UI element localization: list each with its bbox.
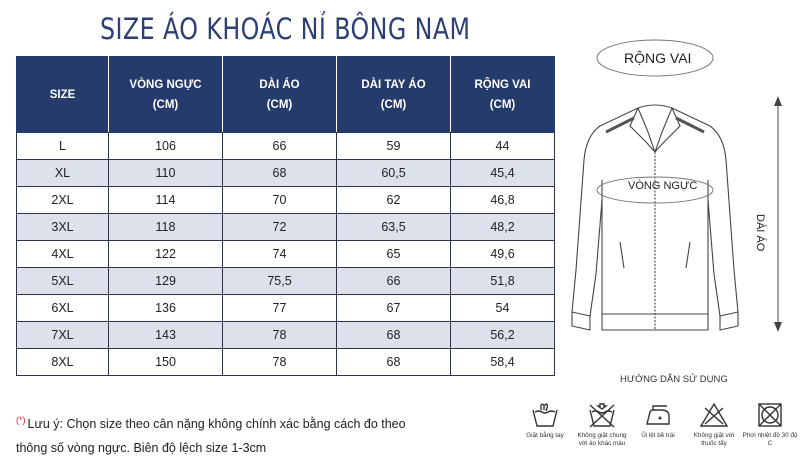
table-row [17, 295, 555, 322]
care-hand-wash [517, 402, 573, 440]
cell-shoulder: 51,8 [451, 268, 555, 295]
cell-shoulder: 48,2 [451, 214, 555, 241]
cell-length: 70 [223, 187, 337, 214]
table-row [17, 214, 555, 241]
cell-chest: 106 [109, 133, 223, 160]
cell-chest: 129 [109, 268, 223, 295]
cell-shoulder: 45,4 [451, 160, 555, 187]
jacket-illustration [560, 30, 800, 390]
table-row [17, 349, 555, 376]
cell-chest: 143 [109, 322, 223, 349]
cell-size: 4XL [17, 241, 109, 268]
cell-shoulder: 44 [451, 133, 555, 160]
cell-sleeve: 68 [337, 349, 451, 376]
cell-length: 72 [223, 214, 337, 241]
header-sleeve: DÀI TAY ÁO (CM) [337, 57, 451, 133]
care-dry-heat [742, 402, 798, 448]
cell-size: 8XL [17, 349, 109, 376]
cell-sleeve: 63,5 [337, 214, 451, 241]
table-row [17, 133, 555, 160]
cell-shoulder: 56,2 [451, 322, 555, 349]
cell-length: 78 [223, 322, 337, 349]
note-line-2: thông số vòng ngực. Biên độ lệch size 1-3cm [16, 441, 267, 456]
cell-size: 3XL [17, 214, 109, 241]
cell-sleeve: 67 [337, 295, 451, 322]
shoulder-label: RỘNG VAI [624, 50, 692, 66]
cell-sleeve: 68 [337, 322, 451, 349]
table-row [17, 322, 555, 349]
cell-sleeve: 66 [337, 268, 451, 295]
note-line-1: Lưu ý: Chọn size theo cân nặng không chính xác bằng cách đo theo [27, 417, 406, 432]
no-bleach-icon [699, 402, 729, 428]
cell-size: 7XL [17, 322, 109, 349]
chest-label: VÒNG NGỰC [628, 180, 698, 192]
header-shoulder: RỘNG VAI (CM) [451, 57, 555, 133]
no-mixed-wash-icon [587, 402, 617, 428]
cell-size: 5XL [17, 268, 109, 295]
care-label: Không giặt chung với áo khác màu [577, 432, 627, 447]
care-iron-reverse [630, 402, 686, 440]
iron-reverse-icon [643, 402, 673, 428]
table-row [17, 160, 555, 187]
cell-sleeve: 59 [337, 133, 451, 160]
care-label: Phơi nhiệt độ 30 độ C [742, 432, 798, 447]
cell-size: 6XL [17, 295, 109, 322]
care-label: Không giặt với thuốc tẩy [693, 432, 735, 447]
cell-length: 77 [223, 295, 337, 322]
size-note [16, 408, 486, 460]
care-no-mixed-wash [574, 402, 630, 448]
cell-length: 74 [223, 241, 337, 268]
table-row [17, 241, 555, 268]
cell-length: 78 [223, 349, 337, 376]
table-row [17, 268, 555, 295]
cell-chest: 114 [109, 187, 223, 214]
usage-guide-title: HƯỚNG DẪN SỬ DỤNG [620, 374, 728, 385]
cell-sleeve: 60,5 [337, 160, 451, 187]
cell-length: 75,5 [223, 268, 337, 295]
cell-size: XL [17, 160, 109, 187]
care-label: Giặt bằng tay [526, 432, 564, 439]
table-row [17, 187, 555, 214]
care-label: Ủi lệt bề trái [641, 432, 675, 439]
header-chest: VÒNG NGỰC (CM) [109, 57, 223, 133]
cell-chest: 136 [109, 295, 223, 322]
cell-sleeve: 62 [337, 187, 451, 214]
cell-shoulder: 49,6 [451, 241, 555, 268]
care-no-bleach [686, 402, 742, 448]
cell-chest: 150 [109, 349, 223, 376]
cell-size: 2XL [17, 187, 109, 214]
length-label: DÀI ÁO [754, 214, 766, 252]
table-header-row [17, 57, 555, 133]
size-table [16, 56, 555, 376]
page-title: SIZE ÁO KHOÁC NỈ BÔNG NAM [100, 12, 471, 46]
cell-shoulder: 54 [451, 295, 555, 322]
cell-shoulder: 46,8 [451, 187, 555, 214]
header-size: SIZE [17, 57, 109, 133]
cell-chest: 110 [109, 160, 223, 187]
jacket-diagram [560, 30, 800, 390]
cell-chest: 118 [109, 214, 223, 241]
cell-chest: 122 [109, 241, 223, 268]
hand-wash-icon [530, 402, 560, 428]
cell-length: 66 [223, 133, 337, 160]
cell-size: L [17, 133, 109, 160]
cell-shoulder: 58,4 [451, 349, 555, 376]
header-length: DÀI ÁO (CM) [223, 57, 337, 133]
cell-sleeve: 65 [337, 241, 451, 268]
cell-length: 68 [223, 160, 337, 187]
note-marker: (*) [16, 415, 26, 425]
dry-heat-icon [755, 402, 785, 428]
